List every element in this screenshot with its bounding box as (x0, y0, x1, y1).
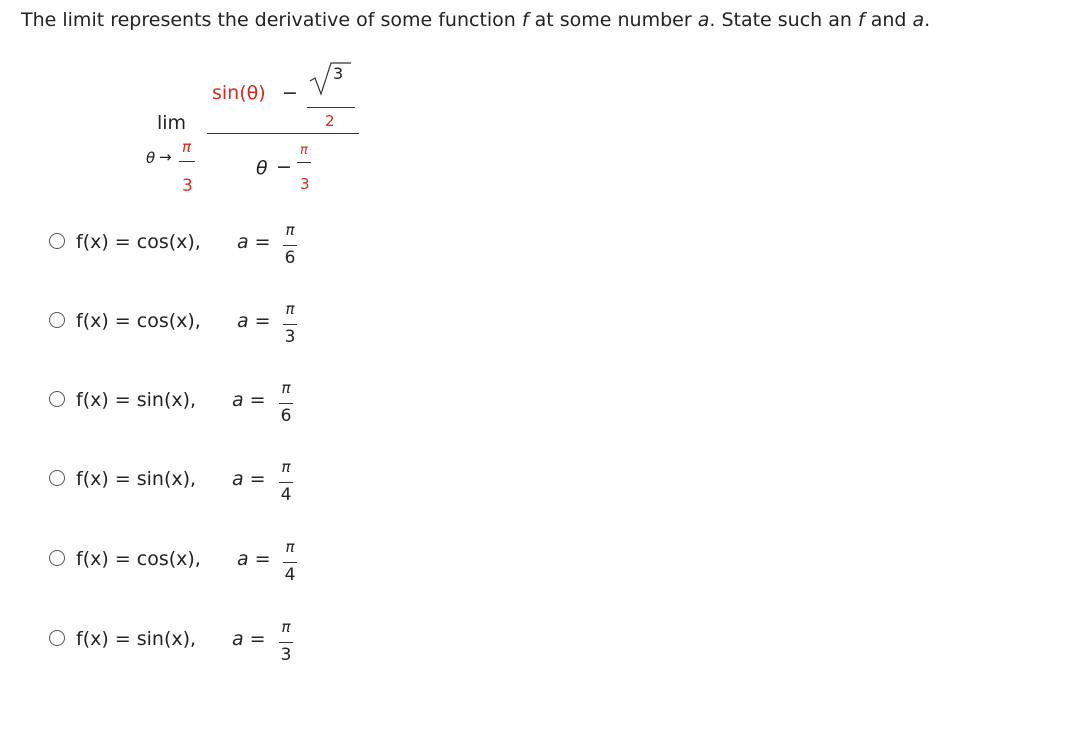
sqrt-radicand: 3 (333, 64, 344, 83)
option-3-label: f(x) = sin(x), (76, 389, 197, 411)
option-3-radio[interactable] (49, 391, 65, 407)
prompt-f2: f (857, 9, 865, 31)
option-4-label: f(x) = sin(x), (76, 468, 197, 490)
prompt-text-4: and (864, 9, 913, 31)
option-5-radio[interactable] (49, 550, 65, 566)
lim-theta: θ (146, 149, 156, 167)
option-3-num: π (281, 379, 291, 397)
prompt-text-1: The limit represents the derivative of some function (21, 9, 522, 31)
option-1-num: π (285, 221, 295, 239)
lim-sub-den: 3 (182, 176, 193, 196)
denominator-den: 3 (300, 175, 310, 193)
option-1-label: f(x) = cos(x), (76, 231, 201, 253)
option-1-fraction-bar (283, 245, 297, 246)
option-6-label: f(x) = sin(x), (76, 628, 197, 650)
option-1-a-label: a = (237, 231, 271, 253)
denominator-theta: θ (256, 157, 268, 179)
option-2-label: f(x) = cos(x), (76, 310, 201, 332)
numerator-minus: − (282, 82, 298, 104)
prompt-text-5: . (924, 9, 931, 31)
option-4-fraction-bar (279, 482, 293, 483)
prompt-f: f (521, 9, 529, 31)
option-1-den: 6 (284, 248, 296, 268)
sqrt-fraction-bar (307, 107, 355, 108)
option-2-den: 3 (284, 327, 296, 347)
option-4-den: 4 (280, 485, 292, 505)
prompt-text-3: . State such an (709, 9, 858, 31)
numerator-sin-theta: sin(θ) (212, 82, 266, 104)
option-3-fraction-bar (279, 403, 293, 404)
option-2-a-label: a = (237, 310, 271, 332)
denominator-pi: π (300, 143, 308, 158)
option-5-fraction-bar (283, 562, 297, 563)
main-fraction-bar (207, 133, 359, 134)
option-4-a-label: a = (232, 468, 266, 490)
lim-sub-pi: π (182, 138, 192, 156)
option-4-radio[interactable] (49, 470, 65, 486)
option-2-fraction-bar (283, 324, 297, 325)
option-4-num: π (281, 458, 291, 476)
sqrt-den: 2 (325, 112, 335, 130)
option-6-a-label: a = (232, 628, 266, 650)
lim-arrow: → (159, 148, 172, 166)
option-2-num: π (285, 300, 295, 318)
option-6-den: 3 (280, 645, 292, 665)
option-2-radio[interactable] (49, 312, 65, 328)
option-6-radio[interactable] (49, 630, 65, 646)
option-5-den: 4 (284, 565, 296, 585)
lim-label: lim (157, 112, 187, 134)
prompt-a: a (697, 9, 710, 31)
option-6-fraction-bar (279, 642, 293, 643)
option-6-num: π (281, 618, 291, 636)
option-3-den: 6 (280, 406, 292, 426)
lim-sub-fraction-bar (179, 161, 195, 162)
option-5-num: π (285, 538, 295, 556)
option-3-a-label: a = (232, 389, 266, 411)
option-5-label: f(x) = cos(x), (76, 548, 201, 570)
denominator-minus: − (276, 156, 292, 178)
denominator-fraction-bar (297, 162, 311, 163)
option-5-a-label: a = (237, 548, 271, 570)
prompt-text-2: at some number (528, 9, 698, 31)
question-prompt (21, 9, 930, 31)
prompt-a2: a (912, 9, 925, 31)
option-1-radio[interactable] (49, 233, 65, 249)
